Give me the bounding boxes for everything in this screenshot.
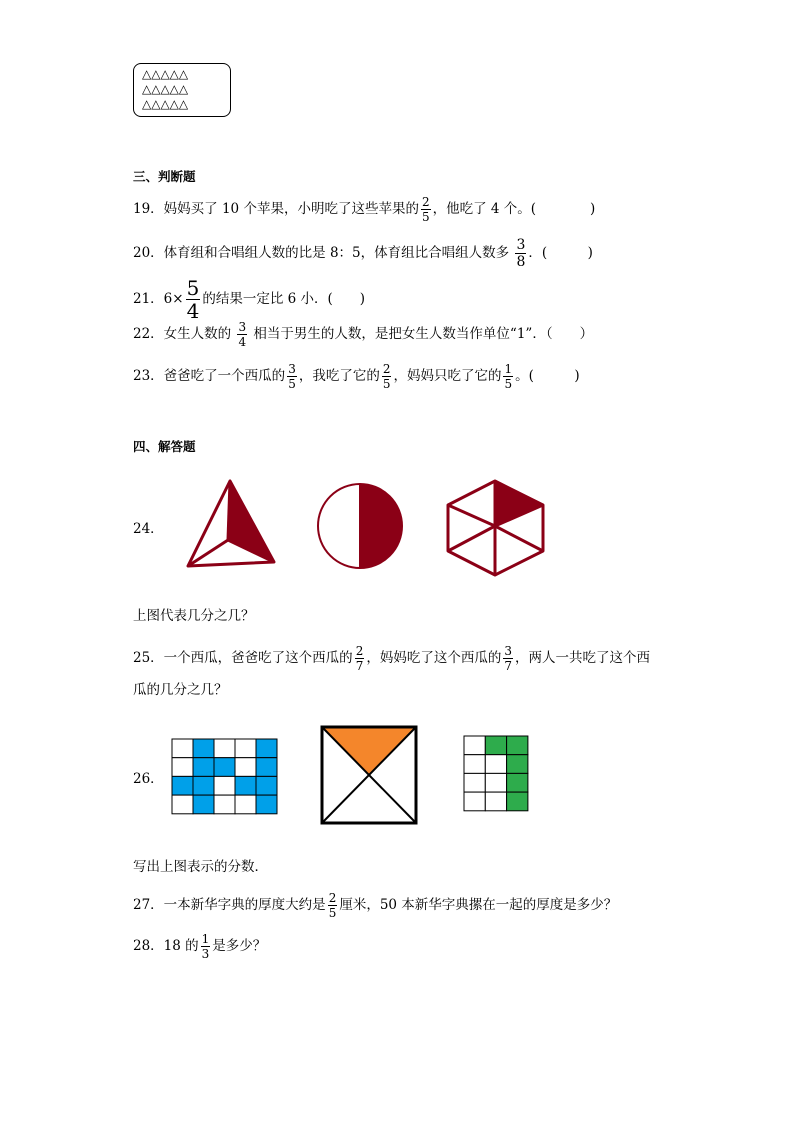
q26-square-shaded-triangle bbox=[322, 727, 416, 774]
q26-blue-grid-empty-cell bbox=[172, 739, 193, 758]
q22-numerator: 3 bbox=[238, 320, 247, 334]
q21-numerator: 5 bbox=[186, 276, 200, 300]
triangle-row-1: △△△△△ bbox=[142, 67, 189, 81]
q26-green-grid-shaded-cell bbox=[507, 736, 528, 755]
question-20 bbox=[133, 238, 593, 269]
q26-square-figure bbox=[320, 725, 418, 825]
q26-blue-grid-shaded-cell bbox=[256, 739, 277, 758]
q24-hexagon-spoke-6 bbox=[448, 505, 495, 526]
triangle-group-box bbox=[133, 63, 231, 117]
q24-hexagon-figure bbox=[446, 478, 546, 578]
q20-answer-blank: ．( ) bbox=[528, 245, 593, 261]
q26-green-grid-empty-cell bbox=[464, 792, 485, 811]
q24-triangle-divider-1 bbox=[228, 481, 230, 540]
q25-text-2: ，妈妈吃了这个西瓜的 bbox=[366, 650, 502, 666]
q26-blue-grid-empty-cell bbox=[214, 795, 235, 814]
q26-blue-grid-shaded-cell bbox=[193, 739, 214, 758]
q25-numerator-2: 3 bbox=[504, 644, 512, 658]
q26-green-grid-empty-cell bbox=[464, 773, 485, 792]
q24-triangle-figure bbox=[185, 478, 280, 570]
q19-answer-blank: ，他吃了 4 个。( ) bbox=[432, 201, 596, 217]
q25-denominator-1: 7 bbox=[355, 659, 364, 673]
q28-text: 28．18 的 bbox=[133, 938, 199, 954]
q26-green-grid-empty-cell bbox=[464, 736, 485, 755]
q28-denominator: 3 bbox=[201, 947, 210, 961]
q22-denominator: 4 bbox=[238, 335, 247, 349]
q28-text-2: 是多少？ bbox=[212, 938, 267, 954]
q26-blue-grid-figure bbox=[171, 738, 278, 815]
q23-text-3: ，妈妈只吃了它的 bbox=[393, 368, 502, 384]
q26-green-grid-empty-cell bbox=[485, 755, 506, 774]
q26-green-grid-empty-cell bbox=[485, 773, 506, 792]
q23-numerator-2: 2 bbox=[382, 362, 391, 376]
question-23 bbox=[133, 363, 580, 390]
q26-blue-grid-empty-cell bbox=[172, 758, 193, 777]
q23-text: 23．爸爸吃了一个西瓜的 bbox=[133, 368, 286, 384]
q26-prompt: 写出上图表示的分数． bbox=[133, 859, 268, 875]
q26-blue-grid-shaded-cell bbox=[214, 758, 235, 777]
section-3-heading: 三、判断题 bbox=[133, 169, 196, 184]
q26-green-grid-empty-cell bbox=[485, 792, 506, 811]
q23-fraction-2 bbox=[382, 363, 392, 390]
q23-text-2: ，我吃了它的 bbox=[298, 368, 380, 384]
q21-fraction bbox=[186, 278, 201, 321]
q26-blue-grid-shaded-cell bbox=[256, 758, 277, 777]
q24-circle-shaded-half bbox=[360, 484, 402, 568]
q26-green-grid-shaded-cell bbox=[507, 755, 528, 774]
q22-answer-blank: 相当于男生的人数，是把女生人数当作单位“1”．（ ） bbox=[253, 326, 594, 342]
q23-fraction-3 bbox=[503, 363, 513, 390]
q25-fraction-2 bbox=[503, 645, 513, 672]
question-25 bbox=[133, 645, 650, 672]
q27-denominator: 5 bbox=[328, 906, 337, 920]
q26-blue-grid-empty-cell bbox=[214, 776, 235, 795]
q24-label: 24． bbox=[133, 521, 164, 537]
q26-blue-grid-shaded-cell bbox=[235, 776, 256, 795]
q24-hexagon-shaded-sixth bbox=[495, 481, 543, 526]
q19-numerator: 2 bbox=[421, 195, 430, 209]
triangle-row-2: △△△△△ bbox=[142, 82, 189, 96]
q23-numerator-1: 3 bbox=[288, 362, 296, 376]
q20-numerator: 3 bbox=[516, 237, 526, 253]
q27-fraction bbox=[328, 892, 338, 919]
question-27 bbox=[133, 892, 617, 919]
q24-prompt: 上图代表几分之几？ bbox=[133, 608, 255, 624]
q20-text: 20．体育组和合唱组人数的比是 8：5，体育组比合唱组人数多 bbox=[133, 245, 510, 261]
q26-green-grid-shaded-cell bbox=[507, 773, 528, 792]
q26-blue-grid-shaded-cell bbox=[193, 758, 214, 777]
q23-denominator-3: 5 bbox=[504, 377, 513, 391]
q25-numerator-1: 2 bbox=[355, 644, 364, 658]
question-21 bbox=[133, 278, 365, 321]
q26-label: 26． bbox=[133, 771, 164, 787]
q26-green-grid-shaded-cell bbox=[507, 792, 528, 811]
q26-blue-grid-empty-cell bbox=[214, 739, 235, 758]
q26-green-grid-figure bbox=[463, 735, 529, 812]
q22-text: 22．女生人数的 bbox=[133, 326, 232, 342]
question-19 bbox=[133, 196, 595, 223]
q21-answer-blank: 的结果一定比 6 小．( ) bbox=[202, 291, 366, 307]
q19-text: 19．妈妈买了 10 个苹果，小明吃了这些苹果的 bbox=[133, 201, 419, 217]
q26-green-grid-empty-cell bbox=[464, 755, 485, 774]
section-4-heading: 四、解答题 bbox=[133, 439, 196, 454]
q26-blue-grid-shaded-cell bbox=[172, 776, 193, 795]
q25-text: 25．一个西瓜，爸爸吃了这个西瓜的 bbox=[133, 650, 353, 666]
q27-text-2: 厘米，50 本新华字典摞在一起的厚度是多少？ bbox=[339, 897, 618, 913]
q27-text: 27．一本新华字典的厚度大约是 bbox=[133, 897, 326, 913]
q21-text: 21．6× bbox=[133, 291, 184, 307]
q25-line-2: 瓜的几分之几？ bbox=[133, 682, 228, 698]
q23-denominator-2: 5 bbox=[382, 377, 391, 391]
question-28 bbox=[133, 933, 266, 960]
q26-blue-grid-shaded-cell bbox=[193, 795, 214, 814]
q28-numerator: 1 bbox=[201, 932, 210, 946]
q24-hexagon-spoke-3 bbox=[495, 526, 543, 551]
q26-blue-grid-empty-cell bbox=[172, 795, 193, 814]
q25-denominator-2: 7 bbox=[504, 659, 512, 673]
q23-answer-blank: 。( ) bbox=[515, 368, 580, 384]
q22-fraction bbox=[237, 321, 247, 348]
q28-fraction bbox=[201, 933, 211, 960]
q26-blue-grid-empty-cell bbox=[235, 739, 256, 758]
q26-green-grid-shaded-cell bbox=[485, 736, 506, 755]
q26-blue-grid-empty-cell bbox=[235, 758, 256, 777]
q21-denominator: 4 bbox=[186, 299, 200, 323]
q24-hexagon-spoke-5 bbox=[448, 526, 495, 551]
q23-denominator-1: 5 bbox=[288, 377, 296, 391]
q25-fraction-1 bbox=[355, 645, 365, 672]
q26-blue-grid-shaded-cell bbox=[256, 795, 277, 814]
q25-text-3: ，两人一共吃了这个西 bbox=[514, 650, 650, 666]
q19-denominator: 5 bbox=[421, 210, 430, 224]
q19-fraction bbox=[421, 196, 431, 223]
q23-numerator-3: 1 bbox=[504, 362, 513, 376]
q27-numerator: 2 bbox=[328, 891, 337, 905]
q23-fraction-1 bbox=[287, 363, 297, 390]
q26-blue-grid-shaded-cell bbox=[256, 776, 277, 795]
q26-blue-grid-empty-cell bbox=[235, 795, 256, 814]
q26-blue-grid-shaded-cell bbox=[193, 776, 214, 795]
q24-circle-figure bbox=[317, 482, 405, 570]
q20-fraction bbox=[515, 238, 526, 269]
triangle-row-3: △△△△△ bbox=[142, 97, 189, 111]
question-22 bbox=[133, 321, 593, 348]
q20-denominator: 8 bbox=[516, 254, 526, 270]
